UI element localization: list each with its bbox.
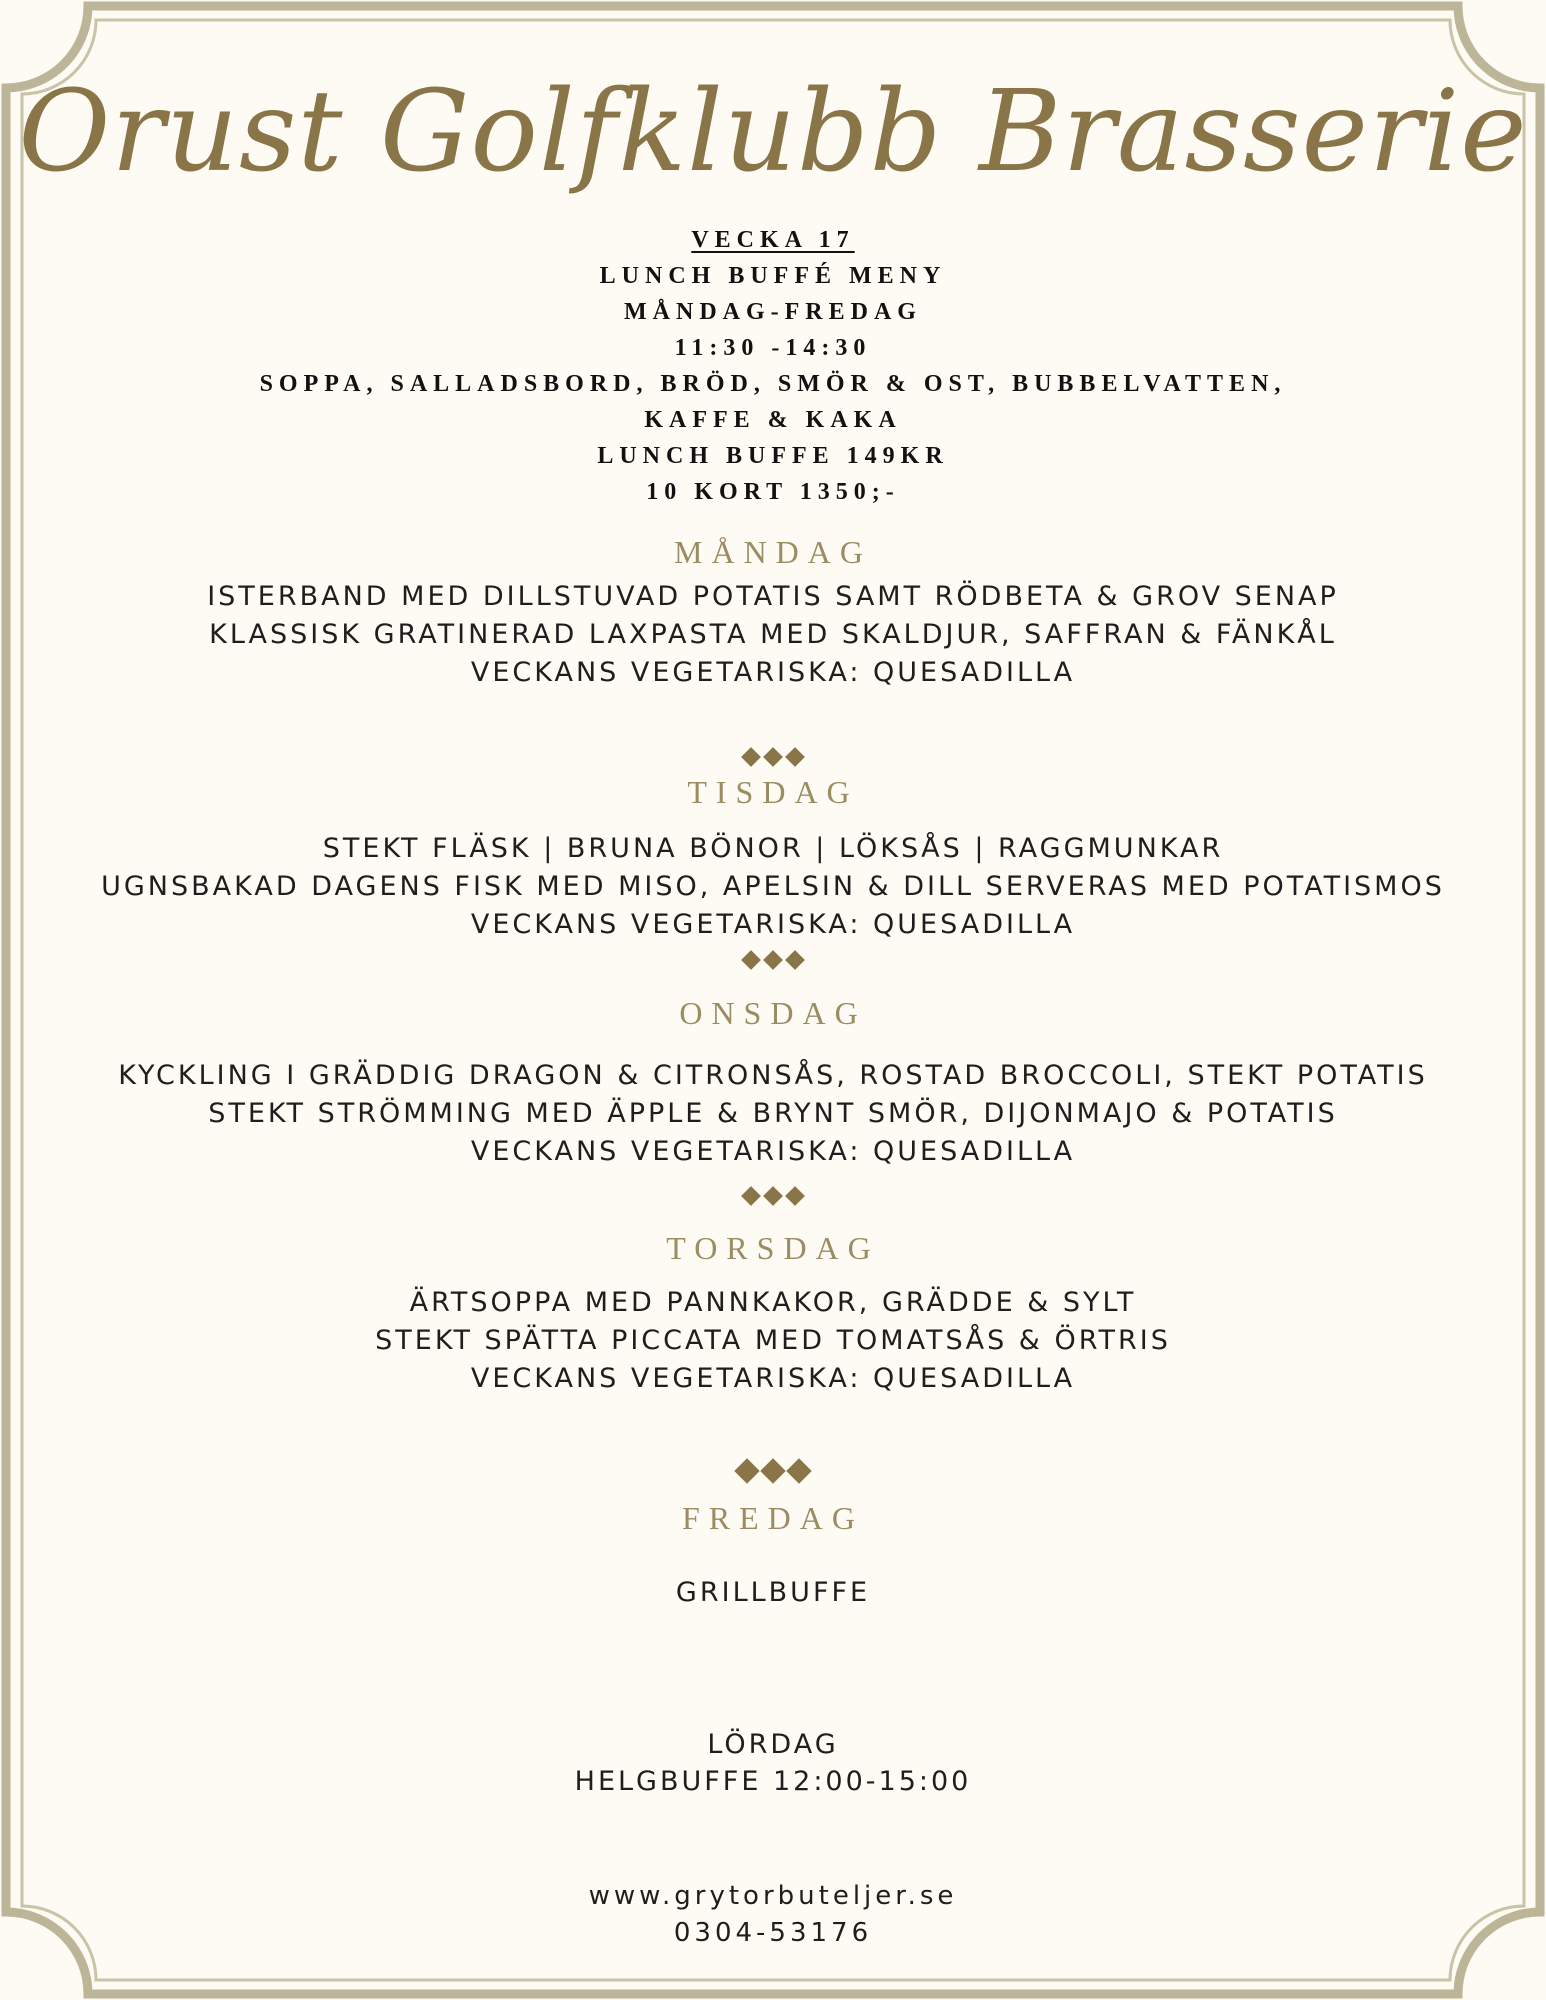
diamond-icon — [734, 1458, 759, 1483]
dishes-monday — [0, 578, 1546, 692]
dish-item: STEKT FLÄSK | BRUNA BÖNOR | LÖKSÅS | RAGGMUNKAR — [322, 833, 1224, 864]
diamond-icon — [785, 1186, 805, 1206]
day-heading-tuesday: TISDAG — [687, 774, 859, 810]
intro-line: SOPPA, SALLADSBORD, BRÖD, SMÖR & OST, BUBBELVATTEN, — [259, 371, 1287, 397]
dish-item: ÄRTSOPPA MED PANNKAKOR, GRÄDDE & SYLT — [409, 1287, 1137, 1318]
dish-item: VECKANS VEGETARISKA: QUESADILLA — [470, 909, 1076, 940]
saturday-section — [0, 1726, 1546, 1800]
diamond-icon — [741, 1186, 761, 1206]
diamond-icon — [763, 950, 783, 970]
diamond-icon — [741, 747, 761, 767]
diamond-divider — [0, 1184, 1546, 1210]
dish-item: VECKANS VEGETARISKA: QUESADILLA — [470, 657, 1076, 688]
diamond-icon — [785, 747, 805, 767]
diamond-icon — [741, 950, 761, 970]
day-heading-thursday: TORSDAG — [666, 1230, 880, 1266]
saturday-text: HELGBUFFE 12:00-15:00 — [574, 1766, 972, 1797]
dish-item: STEKT SPÄTTA PICCATA MED TOMATSÅS & ÖRTRIS — [375, 1325, 1171, 1356]
intro-line: 11:30 -14:30 — [674, 335, 872, 361]
website-link[interactable]: www.grytorbuteljer.se — [588, 1881, 958, 1911]
diamond-divider — [0, 1458, 1546, 1484]
dishes-wednesday — [0, 1057, 1546, 1171]
intro-line: MÅNDAG-FREDAG — [624, 299, 922, 325]
dish-item: STEKT STRÖMMING MED ÄPPLE & BRYNT SMÖR, DIJONMAJO & POTATIS — [208, 1098, 1338, 1129]
diamond-icon — [763, 747, 783, 767]
dish-item: VECKANS VEGETARISKA: QUESADILLA — [470, 1363, 1076, 1394]
diamond-icon — [763, 1186, 783, 1206]
diamond-divider — [0, 745, 1546, 771]
dish-item: VECKANS VEGETARISKA: QUESADILLA — [470, 1136, 1076, 1167]
dishes-friday — [0, 1574, 1546, 1612]
intro-line: KAFFE & KAKA — [644, 407, 902, 433]
dish-item: KLASSISK GRATINERAD LAXPASTA MED SKALDJUR, SAFFRAN & FÄNKÅL — [209, 619, 1337, 650]
diamond-icon — [785, 950, 805, 970]
dish-item: KYCKLING I GRÄDDIG DRAGON & CITRONSÅS, ROSTAD BROCCOLI, STEKT POTATIS — [118, 1060, 1428, 1091]
day-heading-friday: FREDAG — [681, 1500, 864, 1536]
diamond-divider — [0, 948, 1546, 974]
intro-line: 10 KORT 1350;- — [646, 479, 900, 505]
dish-item: GRILLBUFFE — [675, 1577, 871, 1608]
dishes-tuesday — [0, 830, 1546, 944]
diamond-icon — [760, 1458, 785, 1483]
day-heading-monday: MÅNDAG — [674, 534, 872, 570]
menu-intro — [0, 222, 1546, 510]
contact-section — [0, 1878, 1546, 1952]
intro-line: LUNCH BUFFE 149KR — [597, 443, 949, 469]
week-number: VECKA 17 — [691, 227, 855, 253]
dishes-thursday — [0, 1284, 1546, 1398]
dish-item: UGNSBAKAD DAGENS FISK MED MISO, APELSIN & DILL SERVERAS MED POTATISMOS — [101, 871, 1445, 902]
phone-number: 0304-53176 — [673, 1918, 873, 1948]
intro-line: LUNCH BUFFÉ MENY — [599, 263, 947, 289]
saturday-heading: LÖRDAG — [707, 1729, 839, 1760]
day-heading-wednesday: ONSDAG — [679, 995, 867, 1031]
dish-item: ISTERBAND MED DILLSTUVAD POTATIS SAMT RÖDBETA & GROV SENAP — [207, 581, 1339, 612]
restaurant-title: Orust Golfklubb Brasserie — [18, 67, 1528, 197]
diamond-icon — [786, 1458, 811, 1483]
